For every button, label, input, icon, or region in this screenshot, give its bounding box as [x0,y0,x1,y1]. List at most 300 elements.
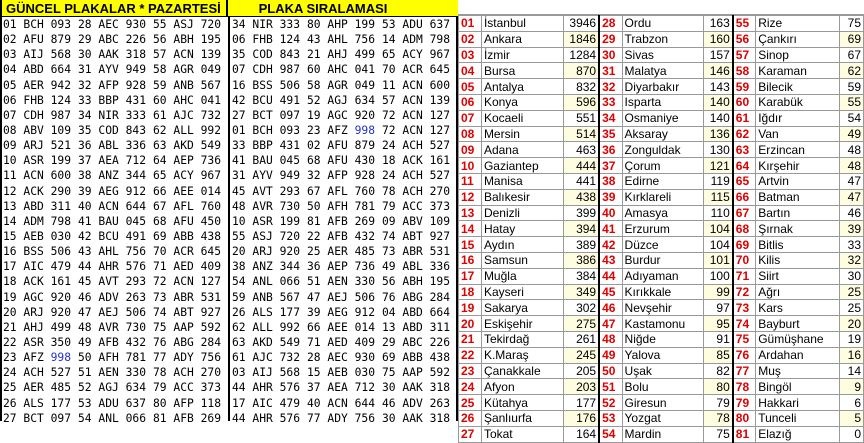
plate-entry: 51 AEN 330 [78,366,147,380]
plate-entry: 81 AFB 269 [307,214,376,228]
ranking-row [459,142,864,158]
plate-entry: 35 COD 843 [78,123,147,137]
plate-entry: 46 ADV 263 [78,290,147,304]
province-count: 95 [704,316,733,332]
province-name: Iğdır [756,110,840,126]
province-code: 44 [599,268,622,284]
ranking-row [459,300,864,316]
province-code: 57 [733,47,756,63]
province-name: Manisa [481,173,563,189]
province-name: Mersin [481,126,563,142]
province-name: Kilis [756,252,840,268]
province-name: Kırklareli [622,189,704,205]
province-count: 157 [704,47,733,63]
province-code: 66 [733,189,756,205]
province-count: 115 [704,189,733,205]
province-name: Kars [756,300,840,316]
plate-entry: 06 FHB 124 [232,33,301,47]
province-count: 551 [563,110,599,126]
province-name: Hatay [481,221,563,237]
province-count: 389 [563,237,599,253]
province-count: 1846 [563,31,599,47]
province-name: Uşak [622,363,704,379]
plate-entry: 19 AGC 920 [307,108,376,122]
plate-entry: 14 ADM 798 [3,214,72,228]
province-count: 14 [840,363,864,379]
province-name: Trabzon [622,31,704,47]
plate-entry: 20 ARJ 920 [3,305,72,319]
province-count: 78 [704,410,733,426]
ranking-row [459,189,864,205]
plate-entry: 60 AHC 041 [153,93,222,107]
province-code: 35 [599,126,622,142]
plate-entry: 21 AHJ 499 [307,48,376,62]
province-count: 47 [840,173,864,189]
plate-entry: 07 CDH 987 [232,63,301,77]
province-code: 22 [459,347,482,363]
province-code: 16 [459,252,482,268]
province-count: 384 [563,268,599,284]
ranking-row [459,158,864,174]
plate-entry: 16 BSS 506 [232,78,301,92]
plate-entry: 13 ABD 311 [382,320,451,334]
plate-entry: 71 AED 409 [153,260,222,274]
plate-entry: 52 AGJ 634 [307,93,376,107]
province-code: 51 [599,379,622,395]
plate-entry: 02 AFU 879 [307,139,376,153]
plate-entry: 69 ABB 438 [382,351,451,365]
province-code: 08 [459,126,482,142]
plate-entry: 60 AHC 041 [307,63,376,77]
province-code: 80 [733,410,756,426]
province-name: Kocaeli [481,110,563,126]
plate-entry: 44 AHR 576 [232,381,301,395]
province-name: Adıyaman [622,268,704,284]
province-name: Erzincan [756,142,840,158]
plate-entry: 64 AEP 736 [153,154,222,168]
plate-entry: 04 ABD 664 [382,305,451,319]
plate-entry: 78 ACH 270 [153,366,222,380]
province-code: 50 [599,363,622,379]
province-code: 18 [459,284,482,300]
province-name: Kastamonu [622,316,704,332]
plate-entry: 43 AHL 756 [78,245,147,259]
province-code: 38 [599,173,622,189]
province-name: Bartın [756,205,840,221]
province-name: Muğla [481,268,563,284]
plate-entry: 73 ABR 531 [153,290,222,304]
province-code: 77 [733,363,756,379]
plate-entry: 24 ACH 527 [3,366,72,380]
plate-entry: 03 AIJ 568 [3,48,72,62]
province-count: 3946 [563,16,599,32]
province-name: Kırşehir [756,158,840,174]
province-name: Nevşehir [622,300,704,316]
province-count: 75 [840,16,864,32]
province-name: Çanakkale [481,363,563,379]
plate-entry: 17 AIC 479 [3,260,72,274]
province-name: Denizli [481,205,563,221]
plate-entry: 01 BCH 093 [3,18,72,31]
plate-entry: 33 BBP 431 [232,139,301,153]
plate-entry: 80 AFP 118 [153,396,222,410]
plate-entry: 68 AFU 450 [153,214,222,228]
province-count: 69 [840,31,864,47]
province-name: Şanlıurfa [481,410,563,426]
plate-ranking-header: PLAKA SIRALAMASI [228,0,458,17]
plate-entry: 51 AEN 330 [307,275,376,289]
province-code: 09 [459,142,482,158]
plate-entry: 49 AFB 432 [78,335,147,349]
province-count: 19 [840,331,864,347]
province-name: Bilecik [756,79,840,95]
province-count: 80 [704,379,733,395]
province-code: 76 [733,347,756,363]
province-name: Elazığ [756,426,840,442]
plate-entry: 72 ACN 127 [153,275,222,289]
plate-entry: 25 AER 485 [307,245,376,259]
province-code: 39 [599,189,622,205]
plate-entry: 11 ACN 600 [3,169,72,183]
ranking-row [459,31,864,47]
province-count: 514 [563,126,599,142]
plate-entry: 11 ACN 600 [382,78,451,92]
province-code: 58 [733,63,756,79]
ranking-row [459,79,864,95]
province-code: 11 [459,173,482,189]
province-name: Tokat [481,426,563,442]
ranking-row [459,94,864,110]
plate-entry: 41 BAU 045 [78,214,147,228]
province-count: 48 [840,158,864,174]
plate-entry: 80 AHP 199 [307,18,376,31]
province-name: Konya [481,94,563,110]
plate-entry: 54 ANL 066 [232,275,301,289]
plate-entry: 15 AEB 030 [307,366,376,380]
plate-entry: 41 BAU 045 [232,154,301,168]
province-code: 17 [459,268,482,284]
province-count: 870 [563,63,599,79]
province-code: 34 [599,110,622,126]
province-code: 74 [733,316,756,332]
plate-entry: 53 ADU 637 [78,396,147,410]
plate-entry: 34 NIR 333 [232,18,301,31]
province-code: 23 [459,363,482,379]
plate-entry: 58 AGR 049 [153,63,222,77]
province-code: 81 [733,426,756,442]
province-name: Hakkari [756,395,840,411]
plate-entry: 28 AEC 930 [78,18,147,31]
plate-entry: 31 AYV 949 [78,63,147,77]
province-count: 33 [840,237,864,253]
plate-entry: 75 AAP 592 [153,320,222,334]
province-name: Tunceli [756,410,840,426]
province-count: 386 [563,252,599,268]
plate-entry: 40 ACN 644 [307,396,376,410]
province-count: 136 [704,126,733,142]
province-count: 25 [840,284,864,300]
province-code: 05 [459,79,482,95]
province-code: 61 [733,110,756,126]
province-name: Çankırı [756,31,840,47]
plate-entry: 65 ACY 967 [382,48,451,62]
province-name: Eskişehir [481,316,563,332]
ranking-row [459,379,864,395]
province-count: 25 [840,300,864,316]
province-name: Erzurum [622,221,704,237]
province-code: 20 [459,316,482,332]
plate-entry: 75 AAP 592 [382,366,451,380]
province-count: 140 [704,94,733,110]
province-code: 15 [459,237,482,253]
province-code: 06 [459,94,482,110]
plate-entry: 54 ANL 066 [78,411,147,425]
plate-entry: 02 AFU 879 [3,33,72,47]
province-code: 64 [733,158,756,174]
plate-entry: 37 AEA 712 [307,381,376,395]
province-name: Edirne [622,173,704,189]
province-name: Kayseri [481,284,563,300]
ranking-row [459,221,864,237]
plate-entry: 46 ADV 263 [382,396,451,410]
province-name: Sinop [756,47,840,63]
province-count: 46 [840,205,864,221]
province-count: 205 [563,363,599,379]
province-code: 19 [459,300,482,316]
ranking-row [459,110,864,126]
province-code: 52 [599,395,622,411]
province-name: Siirt [756,268,840,284]
plate-entry: 61 AJC 732 [153,108,222,122]
province-code: 67 [733,205,756,221]
plate-entry: 57 ACN 139 [382,93,451,107]
ranking-row [459,16,864,32]
province-count: 1284 [563,47,599,63]
plate-entry: 53 ADU 637 [382,18,451,31]
province-count: 104 [704,221,733,237]
province-name: Bolu [622,379,704,395]
province-count: 261 [563,331,599,347]
plate-entry: 50 AFH 781 [307,199,376,213]
plate-entry: 33 BBP 431 [78,93,147,107]
plate-entry: 38 ANZ 344 [232,260,301,274]
plate-entry: 26 ALS 177 [3,396,72,410]
province-name: Afyon [481,379,563,395]
plate-entry: 45 AVT 293 [78,275,147,289]
plate-entry: 74 ABT 927 [382,229,451,243]
plate-entry: 68 AFU 430 [307,154,376,168]
province-count: 79 [704,395,733,411]
plate-entry: 30 AAK 318 [382,411,451,425]
plate-entry: 59 ANB 567 [232,290,301,304]
province-name: Çorum [622,158,704,174]
province-name: Batman [756,189,840,205]
plate-entry: 44 AHR 576 [232,411,301,425]
plate-entry: 39 AEG 912 [307,305,376,319]
plate-entry: 22 ASR 350 [3,335,72,349]
province-name: Niğde [622,331,704,347]
plate-entry: 52 AGJ 634 [78,381,147,395]
plate-entry: 17 AIC 479 [232,396,301,410]
plate-entry: 70 ACR 645 [153,245,222,259]
plate-entry: 16 BSS 506 [3,245,72,259]
province-code: 14 [459,221,482,237]
plate-entry: 55 ASJ 720 [153,18,222,31]
province-code: 32 [599,79,622,95]
province-code: 71 [733,268,756,284]
column-divider [228,17,230,421]
plate-entry: 48 AVR 730 [78,320,147,334]
province-code: 10 [459,158,482,174]
ranking-row [459,252,864,268]
plate-entry: 01 BCH 093 [232,123,301,137]
province-count: 441 [563,173,599,189]
province-code: 25 [459,395,482,411]
province-count: 85 [704,347,733,363]
province-code: 78 [733,379,756,395]
province-name: Tekirdağ [481,331,563,347]
ranking-row [459,363,864,379]
plate-entry: 32 AFP 928 [307,169,376,183]
province-count: 67 [840,47,864,63]
plate-entry: 45 AVT 293 [232,184,301,198]
province-code: 03 [459,47,482,63]
province-count: 444 [563,158,599,174]
province-count: 275 [563,316,599,332]
province-code: 69 [733,237,756,253]
province-count: 130 [704,142,733,158]
province-name: Kütahya [481,395,563,411]
province-code: 12 [459,189,482,205]
plate-entry: 62 ALL 992 [232,320,301,334]
province-name: Karabük [756,94,840,110]
province-code: 41 [599,221,622,237]
province-name: Şırnak [756,221,840,237]
province-count: 176 [563,410,599,426]
province-code: 13 [459,205,482,221]
province-ranking-panel [458,0,864,442]
plate-entry: 05 AER 942 [3,78,72,92]
province-count: 121 [704,158,733,174]
plate-entry: 71 AED 409 [307,335,376,349]
province-count: 62 [840,63,864,79]
province-count: 100 [704,268,733,284]
ranking-top-bar [458,0,864,15]
plate-entry: 32 AFP 928 [78,78,147,92]
province-count: 39 [840,221,864,237]
plate-entry: 29 ABC 226 [78,33,147,47]
province-count: 438 [563,189,599,205]
province-ranking-table [458,15,864,443]
province-code: 29 [599,31,622,47]
province-count: 160 [704,31,733,47]
province-name: K.Maraş [481,347,563,363]
plate-entry: 19 AGC 920 [3,290,72,304]
province-name: Amasya [622,205,704,221]
plate-entry: 49 ABL 336 [382,260,451,274]
plate-entry: 72 ACN 127 [382,108,451,122]
province-code: 79 [733,395,756,411]
province-name: Sakarya [481,300,563,316]
plate-entry: 79 ACC 373 [153,381,222,395]
province-name: Muş [756,363,840,379]
plate-entry: 48 AVR 730 [232,199,301,213]
province-code: 60 [733,94,756,110]
province-code: 40 [599,205,622,221]
province-name: Balıkesir [481,189,563,205]
plate-entry: 38 ANZ 344 [78,169,147,183]
province-name: Samsun [481,252,563,268]
plate-prefix: 23 AFZ [307,123,355,137]
province-count: 16 [840,347,864,363]
plate-entry: 76 ABG 284 [382,290,451,304]
province-name: Van [756,126,840,142]
plate-entry: 81 AFB 269 [153,411,222,425]
province-name: Osmaniye [622,110,704,126]
province-name: İstanbul [481,16,563,32]
province-count: 101 [704,252,733,268]
province-code: 37 [599,158,622,174]
plate-entry: 27 BCT 097 [232,108,301,122]
province-name: Yozgat [622,410,704,426]
plate-number-highlight: 998 [50,351,72,365]
province-count: 143 [704,79,733,95]
province-name: Yalova [622,347,704,363]
plate-entry: 65 ACY 967 [153,169,222,183]
province-count: 48 [840,142,864,158]
province-name: Rize [756,16,840,32]
province-name: Gaziantep [481,158,563,174]
province-name: Gümüşhane [756,331,840,347]
plate-entry: 10 ASR 199 [232,214,301,228]
province-code: 26 [459,410,482,426]
province-code: 45 [599,284,622,300]
province-count: 463 [563,142,599,158]
plate-entry: 77 ADY 756 [307,411,376,425]
plate-entry: 67 AFL 760 [307,184,376,198]
province-name: Bingöl [756,379,840,395]
plate-entry: 42 BCU 491 [78,229,147,243]
plate-entry: 78 ACH 270 [382,184,451,198]
plate-entry: 72 ACN 127 [382,123,451,137]
province-code: 27 [459,426,482,442]
province-count: 20 [840,316,864,332]
province-code: 49 [599,347,622,363]
province-count: 164 [563,426,599,442]
plate-entry: 14 ADM 798 [382,33,451,47]
plate-entry: 70 ACR 645 [382,63,451,77]
province-name: Antalya [481,79,563,95]
province-count: 30 [840,268,864,284]
province-name: Düzce [622,237,704,253]
province-code: 53 [599,410,622,426]
province-name: Mardin [622,426,704,442]
plate-entry: 56 ABH 195 [153,33,222,47]
province-name: Artvin [756,173,840,189]
plate-entry: 13 ABD 311 [3,199,72,213]
province-code: 31 [599,63,622,79]
province-count: 119 [704,173,733,189]
plate-entry: 55 ASJ 720 [232,229,301,243]
plate-entry: 15 AEB 030 [3,229,72,243]
province-code: 24 [459,379,482,395]
plate-entry: 22 AFB 432 [307,229,376,243]
plate-entry: 66 AEE 014 [307,320,376,334]
ranking-row [459,316,864,332]
province-code: 42 [599,237,622,253]
province-count: 91 [704,331,733,347]
province-code: 56 [733,31,756,47]
